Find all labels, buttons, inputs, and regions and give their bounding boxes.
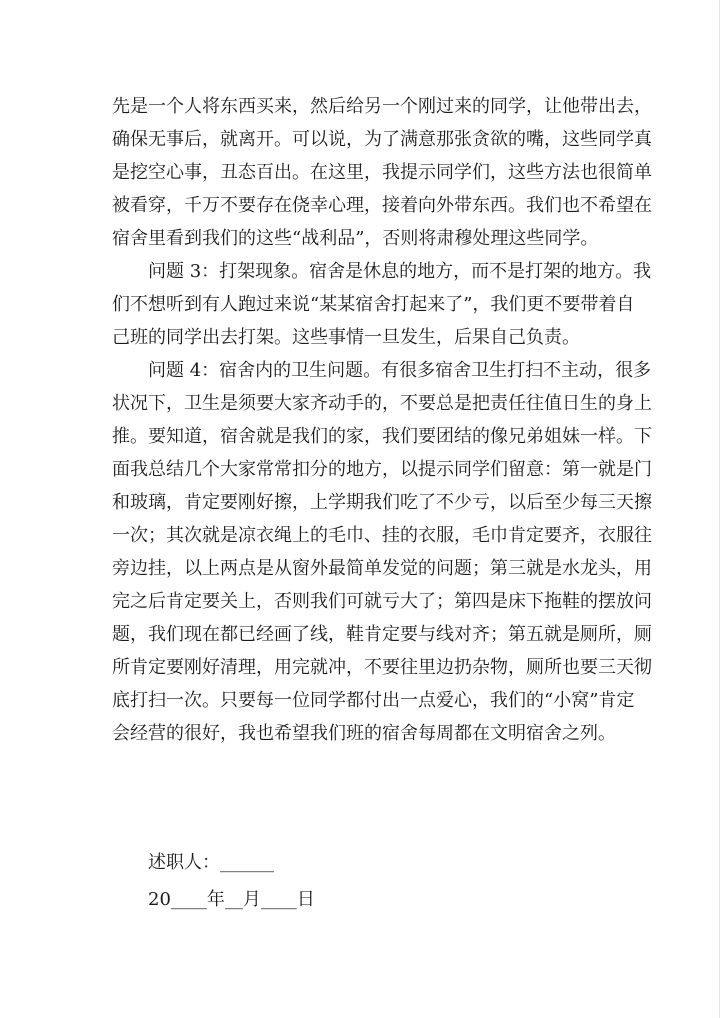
paragraph-1-line-3: 是挖空心事，丑态百出。在这里，我提示同学们，这些方法也很简单 — [112, 162, 652, 183]
paragraph-3-line-6: 一次；其次就是凉衣绳上的毛巾、挂的衣服，毛巾肯定要齐，衣服往 — [112, 525, 652, 546]
paragraph-3-line-3: 推。要知道，宿舍就是我们的家，我们要团结的像兄弟姐妹一样。下 — [112, 426, 652, 447]
paragraph-3-line-9: 题，我们现在都已经画了线，鞋肯定要与线对齐；第五就是厕所，厕 — [112, 624, 652, 645]
paragraph-1-line-5: 宿舍里看到我们的这些“战利品”，否则将肃穆处理这些同学。 — [112, 228, 599, 249]
document-body — [112, 90, 652, 750]
paragraph-3-line-12: 会经营的很好，我也希望我们班的宿舍每周都在文明宿舍之列。 — [112, 723, 616, 744]
date-line: 20____年__月____日 — [148, 889, 315, 910]
paragraph-3-line-4: 面我总结几个大家常常扣分的地方，以提示同学们留意：第一就是门 — [112, 459, 652, 480]
reporter-signature-line: 述职人：______ — [148, 852, 274, 873]
paragraph-2-line-1: 问题 3：打架现象。宿舍是休息的地方，而不是打架的地方。我 — [148, 261, 652, 282]
paragraph-2-line-3: 己班的同学出去打架。这些事情一旦发生，后果自己负责。 — [112, 327, 580, 348]
paragraph-3-line-7: 旁边挂，以上两点是从窗外最简单发觉的问题；第三就是水龙头，用 — [112, 558, 652, 579]
paragraph-3-line-1: 问题 4：宿舍内的卫生问题。有很多宿舍卫生打扫不主动，很多 — [148, 360, 652, 381]
paragraph-1-line-1: 先是一个人将东西买来，然后给另一个刚过来的同学，让他带出去， — [112, 96, 652, 117]
paragraph-1-line-4: 被看穿，千万不要存在侥幸心理，接着向外带东西。我们也不希望在 — [112, 195, 652, 216]
paragraph-3-line-10: 所肯定要刚好清理，用完就冲，不要往里边扔杂物，厕所也要三天彻 — [112, 657, 652, 678]
paragraph-2-line-2: 们不想听到有人跑过来说“某某宿舍打起来了”，我们更不要带着自 — [112, 294, 635, 315]
paragraph-3-line-2: 状况下，卫生是须要大家齐动手的，不要总是把责任往值日生的身上 — [112, 393, 652, 414]
paragraph-1-line-2: 确保无事后，就离开。可以说，为了满意那张贪欲的嘴，这些同学真 — [112, 129, 652, 150]
paragraph-3-line-11: 底打扫一次。只要每一位同学都付出一点爱心，我们的“小窝”肯定 — [112, 690, 635, 711]
paragraph-3-line-8: 完之后肯定要关上，否则我们可就亏大了；第四是床下拖鞋的摆放问 — [112, 591, 652, 612]
paragraph-3-line-5: 和玻璃，肯定要刚好擦，上学期我们吃了不少亏，以后至少每三天擦 — [112, 492, 652, 513]
